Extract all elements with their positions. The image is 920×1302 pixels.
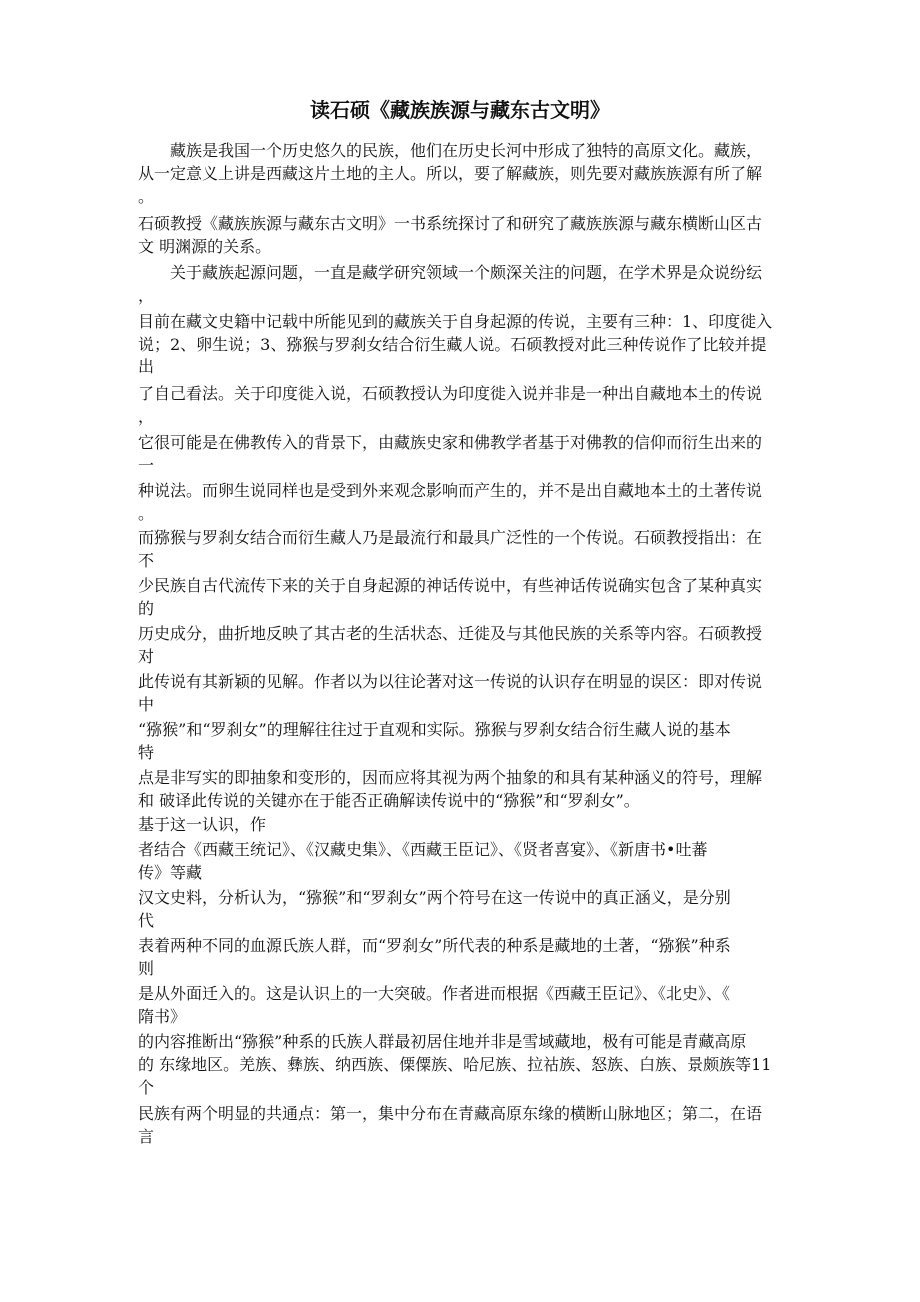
text-line: 民族有两个明显的共通点：第一，集中分布在青藏高原东缘的横断山脉地区；第二，在语 — [138, 1104, 763, 1123]
text-line: “猕猴”和“罗刹女”的理解往往过于直观和实际。猕猴与罗刹女结合衍生藏人说的基本 — [138, 720, 731, 739]
text-line: 的 — [138, 599, 155, 618]
text-line: 不 — [138, 551, 155, 570]
text-line: 历史成分，曲折地反映了其古老的生活状态、迁徙及与其他民族的关系等内容。石硕教授 — [138, 624, 763, 643]
text-line: 了自己看法。关于印度徙入说，石硕教授认为印度徙入说并非是一种出自藏地本土的传说 — [138, 384, 763, 403]
text-line: 基于这一认识，作 — [138, 815, 267, 834]
text-line: 说；2、卵生说；3、猕猴与罗刹女结合衍生藏人说。石硕教授对此三种传说作了比较并提 — [138, 335, 767, 354]
text-line: 代 — [138, 911, 155, 930]
text-line: 言 — [138, 1127, 155, 1146]
text-line: 。 — [138, 187, 155, 206]
text-line: 隋书》 — [138, 1007, 187, 1026]
text-line: 它很可能是在佛教传入的背景下，由藏族史家和佛教学者基于对佛教的信仰而衍生出来的 — [138, 433, 763, 452]
text-line: 文 明渊源的关系。 — [138, 237, 272, 256]
text-line: 而猕猴与罗刹女结合而衍生藏人乃是最流行和最具广泛性的一个传说。石硕教授指出：在 — [138, 528, 763, 547]
text-line: 出 — [138, 357, 155, 376]
text-line: 此传说有其新颖的见解。作者以为以往论著对这一传说的认识存在明显的误区：即对传说 — [138, 672, 763, 691]
text-line: 者结合《西藏王统记》、《汉藏史集》、《西藏王臣记》、《贤者喜宴》、《新唐书•吐蕃 — [138, 840, 708, 859]
text-line: 对 — [138, 647, 155, 666]
text-line: 和 破译此传说的关键亦在于能否正确解读传说中的“猕猴”和“罗刹女”。 — [138, 791, 640, 810]
text-line: 表着两种不同的血源氏族人群，而“罗刹女”所代表的种系是藏地的土著，“猕猴”种系 — [138, 936, 731, 955]
document-title: 读石硕《藏族族源与藏东古文明》 — [310, 98, 610, 122]
text-line: 中 — [138, 695, 155, 714]
text-line: 是从外面迁入的。这是认识上的一大突破。作者进而根据《西藏王臣记》、《北史》、《 — [138, 984, 731, 1003]
text-line: 特 — [138, 743, 155, 762]
text-line: 藏族是我国一个历史悠久的民族，他们在历史长河中形成了独特的高原文化。藏族， — [170, 141, 763, 160]
text-line: 汉文史料，分析认为，“猕猴”和“罗刹女”两个符号在这一传说中的真正涵义，是分别 — [138, 888, 731, 907]
text-line: 点是非写实的即抽象和变形的，因而应将其视为两个抽象的和具有某种涵义的符号，理解 — [138, 768, 763, 787]
text-line: 的 东缘地区。羌族、彝族、纳西族、傈僳族、哈尼族、拉祜族、怒族、白族、景颇族等11 — [138, 1055, 772, 1074]
text-line: ， — [138, 286, 155, 305]
text-line: 目前在藏文史籍中记载中所能见到的藏族关于自身起源的传说，主要有三种：1、印度徙入 — [138, 312, 773, 331]
text-line: 。 — [138, 504, 155, 523]
text-line: 的内容推断出“猕猴”种系的氏族人群最初居住地并非是雪域藏地，极有可能是青藏高原 — [138, 1032, 747, 1051]
text-line: 传》等藏 — [138, 863, 203, 882]
text-line: 则 — [138, 959, 155, 978]
text-line: 个 — [138, 1078, 155, 1097]
text-line: 种说法。而卵生说同样也是受到外来观念影响而产生的，并不是出自藏地本土的土著传说 — [138, 481, 763, 500]
text-line: ， — [138, 407, 155, 426]
text-line: 石硕教授《藏族族源与藏东古文明》一书系统探讨了和研究了藏族族源与藏东横断山区古 — [138, 214, 763, 233]
text-line: 少民族自古代流传下来的关于自身起源的神话传说中，有些神话传说确实包含了某种真实 — [138, 576, 763, 595]
text-line: 一 — [138, 456, 155, 475]
text-line: 从一定意义上讲是西藏这片土地的主人。所以，要了解藏族，则先要对藏族族源有所了解 — [138, 164, 763, 183]
text-line: 关于藏族起源问题，一直是藏学研究领域一个颇深关注的问题，在学术界是众说纷纭 — [170, 263, 763, 282]
